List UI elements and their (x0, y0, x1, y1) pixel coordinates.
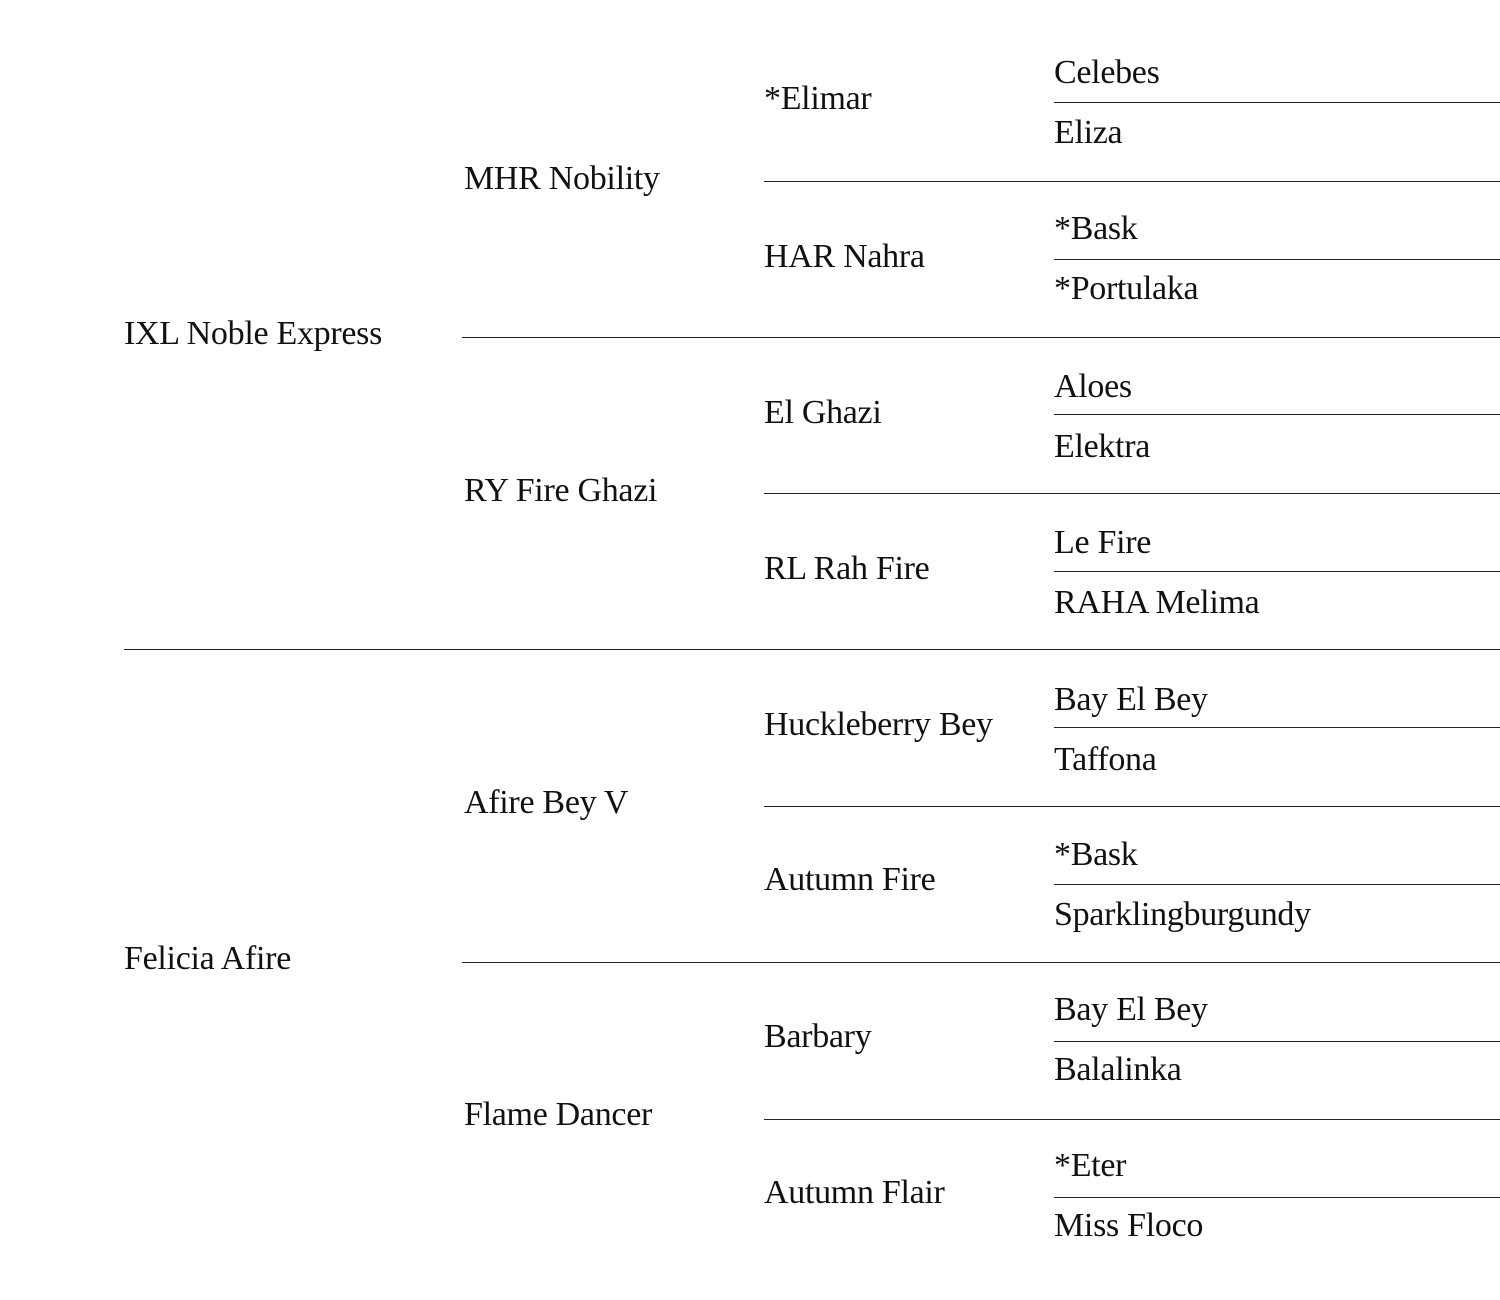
dss-name: Huckleberry Bey (764, 706, 993, 743)
ddsd-name: Balalinka (1054, 1051, 1182, 1088)
sds-name: El Ghazi (764, 394, 882, 431)
ssdd-name: *Portulaka (1054, 270, 1199, 307)
dssd-name: Taffona (1054, 741, 1157, 778)
ssds-name: *Bask (1054, 210, 1138, 247)
gen4-divider (1054, 571, 1500, 572)
gen4-divider (1054, 884, 1500, 885)
ssss-name: Celebes (1054, 54, 1160, 91)
dddd-name: Miss Floco (1054, 1207, 1204, 1244)
gen4-divider (1054, 259, 1500, 260)
gen4-divider (1054, 727, 1500, 728)
gen3-divider (764, 1119, 1500, 1120)
gen1-divider (124, 649, 1500, 650)
sddd-name: RAHA Melima (1054, 584, 1260, 621)
gen3-divider (764, 181, 1500, 182)
gen4-divider (1054, 1197, 1500, 1198)
ddd-name: Autumn Flair (764, 1174, 945, 1211)
dam-name: Felicia Afire (124, 940, 291, 977)
dam-sire-name: Afire Bey V (464, 784, 629, 821)
gen4-divider (1054, 102, 1500, 103)
sssd-name: Eliza (1054, 114, 1123, 151)
dam-dam-name: Flame Dancer (464, 1096, 653, 1133)
sire-sire-name: MHR Nobility (464, 160, 660, 197)
gen2-divider (462, 337, 1500, 338)
gen4-divider (1054, 414, 1500, 415)
ssd-name: HAR Nahra (764, 238, 925, 275)
sdsd-name: Elektra (1054, 428, 1151, 465)
sdds-name: Le Fire (1054, 524, 1152, 561)
dsds-name: *Bask (1054, 836, 1138, 873)
sire-name: IXL Noble Express (124, 315, 383, 352)
dsd-name: Autumn Fire (764, 861, 936, 898)
ddds-name: *Eter (1054, 1147, 1127, 1184)
sss-name: *Elimar (764, 80, 872, 117)
gen3-divider (764, 806, 1500, 807)
ddss-name: Bay El Bey (1054, 991, 1208, 1028)
gen3-divider (764, 493, 1500, 494)
dds-name: Barbary (764, 1018, 872, 1055)
gen4-divider (1054, 1041, 1500, 1042)
gen2-divider (462, 962, 1500, 963)
sire-dam-name: RY Fire Ghazi (464, 472, 658, 509)
sdd-name: RL Rah Fire (764, 550, 930, 587)
sdss-name: Aloes (1054, 368, 1132, 405)
dsdd-name: Sparklingburgundy (1054, 896, 1311, 933)
dsss-name: Bay El Bey (1054, 681, 1208, 718)
